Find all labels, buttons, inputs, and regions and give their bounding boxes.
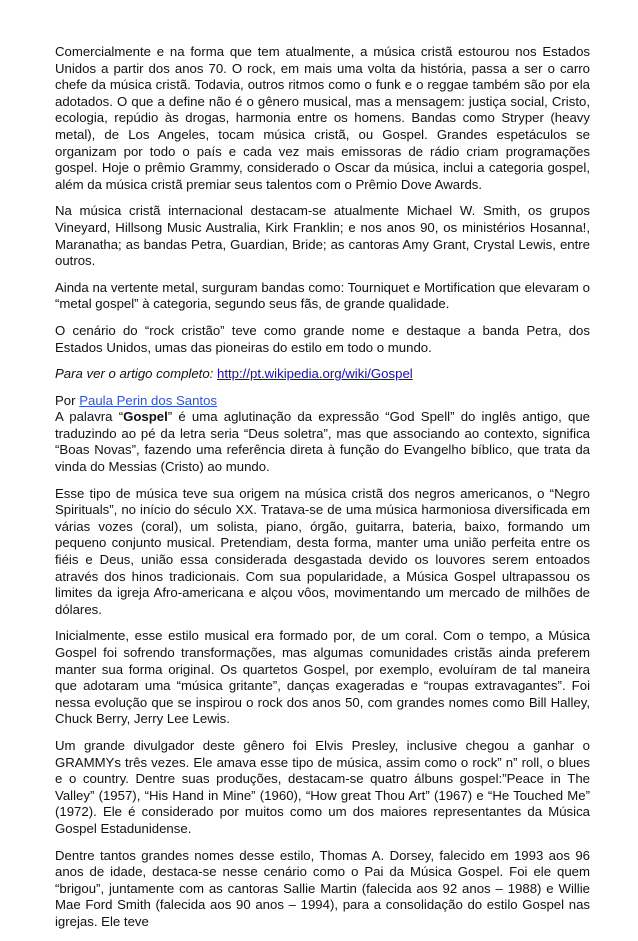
paragraph-negro-spirituals: Esse tipo de música teve sua origem na música cristã dos negros americanos, o “Negro Spirituals”, no início do século XX. Tratava-se de uma música harmoniosa diversificada em várias vozes (coral), um solista, piano, órgão, guitarra, bateria, baixo, formando um pequeno conjunto musical. Pretendiam, desta forma, manter uma união perfeita entre os fiéis e Deus, união essa considerada desgastada devido os louvores serem entoados através dos hinos tradicionais. Com sua popularidade, a Música Gospel ultrapassou os limites da igreja Afro-americana e alçou vôos, movimentando um mercado de milhões de dólares.	[55, 485, 590, 617]
document-page	[55, 44, 590, 941]
byline	[55, 393, 590, 410]
source-link[interactable]: http://pt.wikipedia.org/wiki/Gospel	[217, 366, 413, 382]
gospel-intro-after: ” é uma aglutinação da expressão “God Spell” do inglês antigo, que traduzindo ao pé da letra seria “Deus soletra”, mas que associando ao contexto, significa “Boas Novas”, fazendo uma referência direta à função do Evangelho bíblico, que trata da vinda do Messias (Cristo) ao mundo.	[55, 409, 590, 475]
paragraph-commercial-history: Comercialmente e na forma que tem atualmente, a música cristã estourou nos Estados Unidos a partir dos anos 70. O rock, em mais uma volta da história, passa a ser o carro chefe da música cristã. Todavia, outros ritmos como o funk e o reggae também são por ela adotados. O que a define não é o gênero musical, mas a mensagem: justiça social, Cristo, ecologia, repúdio às drogas, harmonia entre os homens. Bandas como Stryper (heavy metal), de Los Angeles, tocam música cristã, ou Gospel. Grandes espetáculos se organizam por todo o país e cada vez mais emissoras de rádio criam programações gospel. Hoje o prêmio Grammy, considerado o Oscar da música, inclui a categoria gospel, além da música cristã premiar seus talentos com o Prêmio Dove Awards.	[55, 44, 590, 192]
gospel-intro-before: A palavra “	[55, 409, 124, 425]
paragraph-evolution: Inicialmente, esse estilo musical era formado por, de um coral. Com o tempo, a Música Gospel foi sofrendo transformações, mas algumas comunidades cristãs ainda preferem manter sua forma original. Os quartetos Gospel, por exemplo, evoluíram de tal maneira que adotaram uma “música gritante”, danças exageradas e “roupas extravagantes”. Foi nessa evolução que se inspirou o rock dos anos 50, com grandes nomes como Bill Halley, Chuck Berry, Jerry Lee Lewis.	[55, 628, 590, 727]
author-link[interactable]: Paula Perin dos Santos	[79, 392, 218, 408]
byline-prefix: Por	[55, 392, 76, 408]
source-line	[55, 366, 590, 383]
paragraph-christian-rock: O cenário do “rock cristão” teve como grande nome e destaque a banda Petra, dos Estados Unidos, umas das pioneiras do estilo em todo o mundo.	[55, 322, 590, 355]
paragraph-thomas-dorsey: Dentre tantos grandes nomes desse estilo, Thomas A. Dorsey, falecido em 1993 aos 96 anos de idade, destaca-se nesse cenário como o Pai da Música Gospel. Foi ele quem “brigou”, juntamente com as cantoras Sallie Martin (falecida aos 92 anos – 1988) e Willie Mae Ford Smith (falecida aos 90 anos – 1994), para a consolidação do estilo Gospel nas igrejas. Ele teve	[55, 847, 590, 929]
paragraph-international-artists: Na música cristã internacional destacam-se atualmente Michael W. Smith, os grupos Vineyard, Hillsong Music Australia, Kirk Franklin; e nos anos 90, os ministérios Hosanna!, Maranatha; as bandas Petra, Guardian, Bride; as cantoras Amy Grant, Crystal Lewis, entre outros.	[55, 203, 590, 269]
source-label: Para ver o artigo completo:	[55, 366, 214, 382]
paragraph-gospel-definition	[55, 409, 590, 475]
gospel-bold-word: Gospel	[123, 409, 168, 425]
paragraph-metal-bands: Ainda na vertente metal, surguram bandas como: Tourniquet e Mortification que elevaram o “metal gospel” à categoria, segundo seus fãs, de grande qualidade.	[55, 279, 590, 312]
paragraph-elvis-presley: Um grande divulgador deste gênero foi Elvis Presley, inclusive chegou a ganhar o GRAMMYs três vezes. Ele amava esse tipo de música, assim como o rock” n” roll, o blues e o country. Dentre suas produções, destacam-se quatro álbuns gospel:”Peace in The Valley” (1957), “His Hand in Mine” (1960), “How great Thou Art” (1967) e “He Touched Me” (1972). Ele é considerado por muitos como um dos maiores representantes da Música Gospel Estadunidense.	[55, 737, 590, 836]
